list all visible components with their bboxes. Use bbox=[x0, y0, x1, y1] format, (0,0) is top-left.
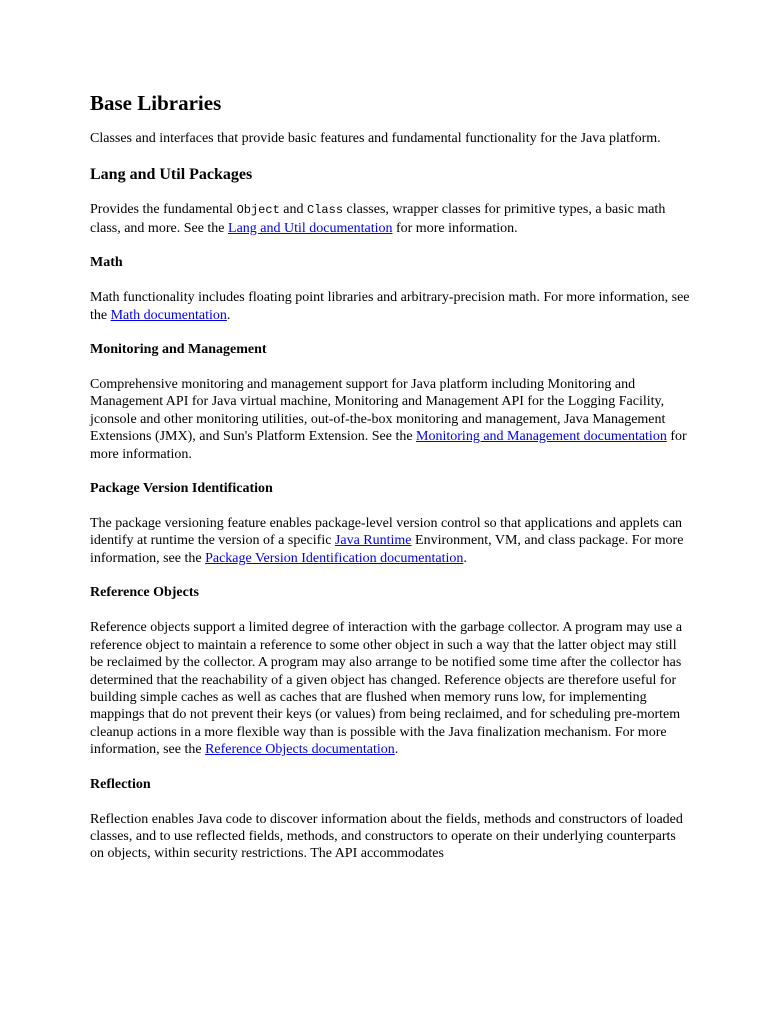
section-heading-reference: Reference Objects bbox=[90, 585, 199, 601]
monitoring-paragraph: Comprehensive monitoring and management support for Java platform including Monitoring and Management API for Java virtual machine, Monitoring and Management API for the Logging Facility, jconsole and other monitoring utilities, out-of-the-box monitoring and management, Java Management Extensions (JMX), and Sun's Platform Extension. See the Monitoring and Management documentation for more information. bbox=[90, 377, 687, 462]
reference-paragraph: Reference objects support a limited degree of interaction with the garbage collector. A program may use a reference object to maintain a reference to some other object in such a way that the latter object may still be reclaimed by the collector. A program may also arrange to be notified some time after the collector has determined that the reachability of a given object has changed. Reference objects are therefore useful for building simple caches as well as caches that are flushed when memory runs low, for implementing mappings that do not prevent their keys (or values) from being reclaimed, and for scheduling pre-mortem cleanup actions in a more flexible way than is possible with the Java finalization mechanism. For more information, see the Reference Objects documentation. bbox=[90, 620, 683, 758]
section-heading-reflection: Reflection bbox=[90, 776, 151, 792]
code-class: Class bbox=[307, 203, 344, 218]
reflection-paragraph: Reflection enables Java code to discover information about the fields, methods and constructors of loaded classes, and to use reflected fields, methods, and constructors to operate on their underlying counterparts on objects, within security restrictions. The API accommodates bbox=[90, 811, 683, 862]
math-paragraph: Math functionality includes floating point libraries and arbitrary-precision math. For more information, see the Math documentation. bbox=[90, 290, 690, 323]
lang-util-doc-link[interactable]: Lang and Util documentation bbox=[228, 220, 393, 236]
monitoring-doc-link[interactable]: Monitoring and Management documentation bbox=[416, 429, 667, 445]
code-object: Object bbox=[236, 203, 280, 218]
package-version-doc-link[interactable]: Package Version Identification documentation bbox=[205, 550, 464, 566]
section-heading-monitoring: Monitoring and Management bbox=[90, 342, 267, 358]
intro-paragraph: Classes and interfaces that provide basic features and fundamental functionality for the Java platform. bbox=[90, 131, 661, 146]
reference-doc-link[interactable]: Reference Objects documentation bbox=[205, 742, 395, 758]
math-doc-link[interactable]: Math documentation bbox=[110, 307, 227, 323]
page-title: Base Libraries bbox=[90, 91, 222, 115]
document-content bbox=[90, 85, 690, 863]
package-version-paragraph: The package versioning feature enables package-level version control so that applications and applets can identify at runtime the version of a specific Java Runtime Environment, VM, and class package. For more information, see the Package Version Identification documentation. bbox=[90, 516, 684, 566]
java-runtime-link[interactable]: Java Runtime bbox=[334, 533, 412, 549]
lang-util-paragraph: Provides the fundamental Object and Class classes, wrapper classes for primitive types, a basic math class, and more. See the Lang and Util documentation for more information. bbox=[90, 202, 666, 236]
section-heading-math: Math bbox=[90, 255, 123, 271]
section-heading-lang-util: Lang and Util Packages bbox=[90, 166, 253, 184]
section-heading-package-version: Package Version Identification bbox=[90, 481, 273, 497]
